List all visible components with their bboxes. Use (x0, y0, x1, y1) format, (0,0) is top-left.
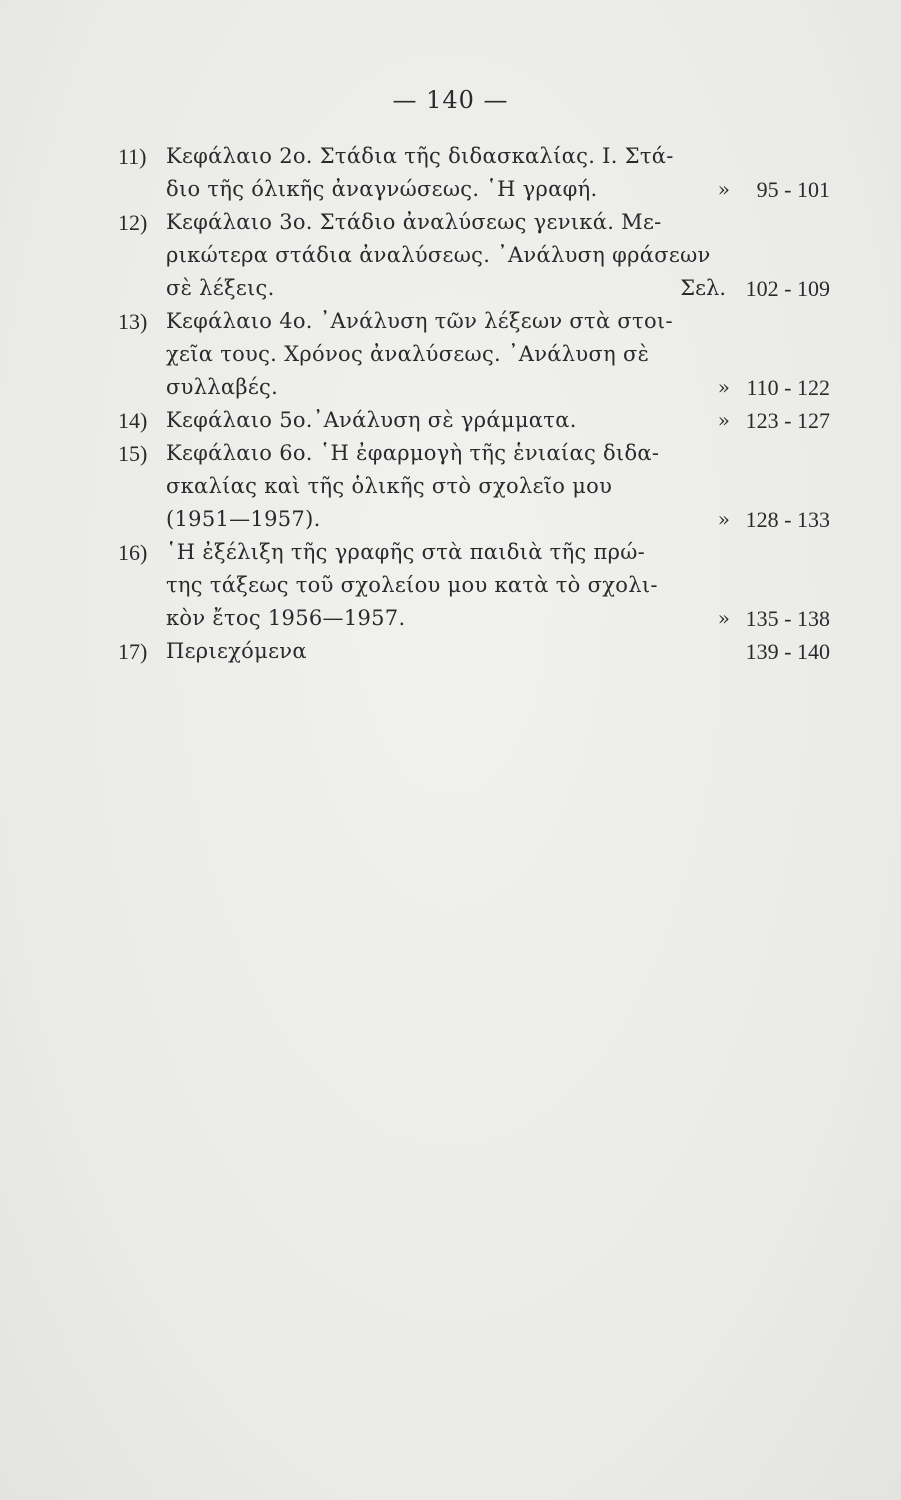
ditto-marker: » (717, 375, 730, 399)
toc-entry-line (118, 371, 830, 404)
page-range: 110 - 122 (746, 375, 830, 400)
ditto-marker: » (717, 507, 730, 531)
toc-entry-line (118, 404, 830, 437)
toc-entry-line (118, 536, 830, 569)
toc-entry-line (118, 173, 830, 206)
entry-number: 12) (118, 210, 148, 235)
entry-text: κὸν ἔτος 1956—1957. (166, 606, 406, 630)
toc-entry-line (118, 305, 830, 338)
toc-entry-line (118, 602, 830, 635)
page-range: 102 - 109 (745, 276, 830, 301)
page-range: 123 - 127 (745, 408, 830, 433)
entry-number: 13) (118, 309, 148, 334)
toc-entry-line (118, 239, 830, 272)
toc-entry-line (118, 503, 830, 536)
entry-number: 15) (118, 441, 148, 466)
toc-entry-line (118, 635, 830, 668)
entry-text: χεῖα τους. Χρόνος ἀναλύσεως. ᾿Ανάλυση σὲ (166, 342, 650, 366)
ditto-marker: » (717, 606, 730, 630)
page-range: 128 - 133 (745, 507, 830, 532)
toc-entry-line (118, 437, 830, 470)
entry-text: Κεφάλαιο 6ο. ῾Η ἐφαρμογὴ τῆς ἑνιαίας διδα- (166, 441, 660, 465)
toc-entry-line (118, 272, 830, 305)
entry-number: 16) (118, 540, 148, 565)
page-range: 135 - 138 (745, 606, 830, 631)
entry-text: συλλαβές. (166, 375, 279, 399)
entry-text: (1951—1957). (166, 507, 321, 531)
entry-text: σκαλίας καὶ τῆς ὁλικῆς στὸ σχολεῖο μου (166, 474, 613, 498)
page-range: 139 - 140 (745, 639, 830, 664)
entry-text: σὲ λέξεις. (166, 276, 275, 300)
toc-entry-line (118, 569, 830, 602)
entry-text: Κεφάλαιο 3ο. Στάδιο ἀναλύσεως γενικά. Με- (166, 210, 662, 234)
entry-text: Κεφάλαιο 2ο. Στάδια τῆς διδασκαλίας. Ι. Στά- (166, 144, 674, 168)
toc-entry-line (118, 470, 830, 503)
page-range: 95 - 101 (756, 177, 830, 202)
entry-text: Περιεχόμενα (166, 639, 307, 663)
entry-number: 17) (118, 639, 148, 664)
entry-text: της τάξεως τοῦ σχολείου μου κατὰ τὸ σχολι- (166, 573, 658, 597)
ditto-marker: » (717, 177, 730, 201)
page-number: — 140 — (392, 86, 509, 114)
entry-number: 14) (118, 408, 148, 433)
entry-text: Κεφάλαιο 4ο. ᾿Ανάλυση τῶν λέξεων στὰ στοι- (166, 309, 673, 333)
table-of-contents (118, 140, 830, 668)
toc-entry-line (118, 140, 830, 173)
toc-entry-line (118, 338, 830, 371)
entry-text: Κεφάλαιο 5ο.᾿Ανάλυση σὲ γράμματα. (166, 408, 577, 432)
ditto-marker: » (717, 408, 730, 432)
page-abbreviation: Σελ. (680, 276, 726, 300)
entry-text: ῾Η ἐξέλιξη τῆς γραφῆς στὰ παιδιὰ τῆς πρώ- (166, 540, 646, 564)
entry-number: 11) (118, 144, 147, 169)
entry-text: διο τῆς όλικῆς ἀναγνώσεως. ῾Η γραφή. (166, 177, 598, 201)
entry-text: ρικώτερα στάδια ἀναλύσεως. ᾿Ανάλυση φράσεων (166, 243, 711, 267)
toc-entry-line (118, 206, 830, 239)
